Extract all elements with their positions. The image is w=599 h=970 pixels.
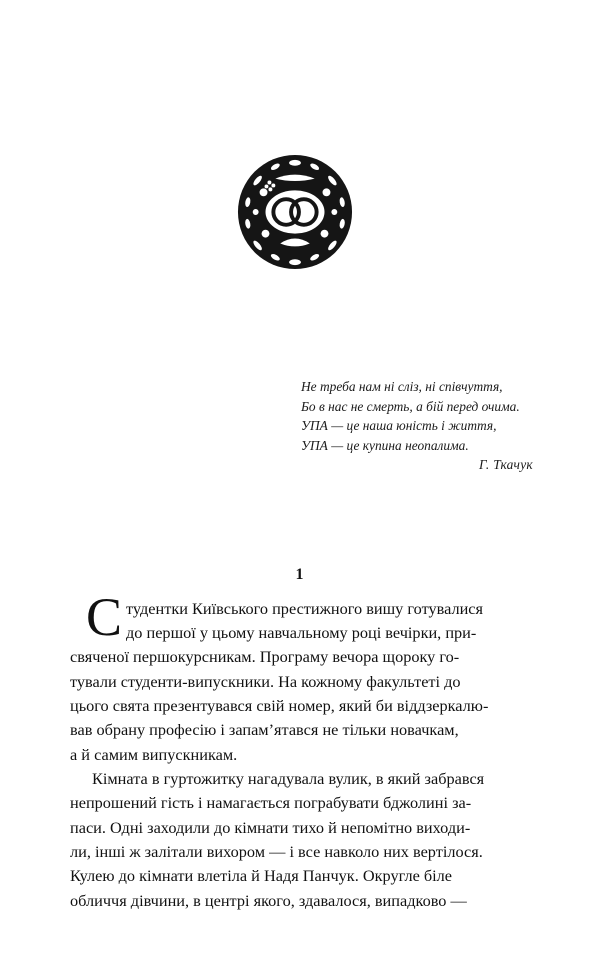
body-line: ли, інші ж залітали вихором — і все навколо них вертілося. [70, 842, 483, 861]
body-line: до першої у цьому навчальному році вечірки, при- [126, 623, 477, 642]
epigraph-line: Не треба нам ні сліз, ні співчуття, [301, 379, 503, 394]
epigraph-line: Бо в нас не смерть, а бій перед очима. [301, 398, 520, 414]
body-line: тудентки Київського престижного вишу готувалися [126, 599, 484, 618]
body-line: а й самим випускникам. [70, 745, 238, 764]
chapter-number: 1 [295, 566, 304, 583]
drop-cap: С [86, 587, 123, 647]
body-line: свяченої першокурсникам. Програму вечора щороку го- [70, 647, 460, 666]
ornament-wreath-icon [236, 153, 354, 271]
body-line: Кулею до кімнати влетіла й Надя Панчук. Округле біле [70, 866, 453, 885]
body-line: непрошений гість і намагається пограбувати бджолині за- [70, 793, 472, 812]
body-line: вав обрану професію і запам’ятався не тільки новачкам, [70, 720, 459, 739]
body-line: цього свята презентувався свій номер, який би віддзеркалю- [70, 696, 489, 715]
epigraph-line: УПА — це купина неопалима. [301, 437, 469, 453]
body-line: тували студенти-випускники. На кожному факультеті до [70, 672, 461, 691]
epigraph-author: Г. Ткачук [478, 457, 533, 472]
epigraph [301, 377, 533, 475]
body-line: Кімната в гуртожитку нагадувала вулик, в який забрався [92, 769, 485, 788]
body-line: паси. Одні заходили до кімнати тихо й непомітно виходи- [70, 818, 471, 837]
epigraph-line: УПА — це наша юність і життя, [301, 418, 497, 433]
body-line: обличчя дівчини, в центрі якого, здавалося, випадково — [70, 891, 467, 910]
